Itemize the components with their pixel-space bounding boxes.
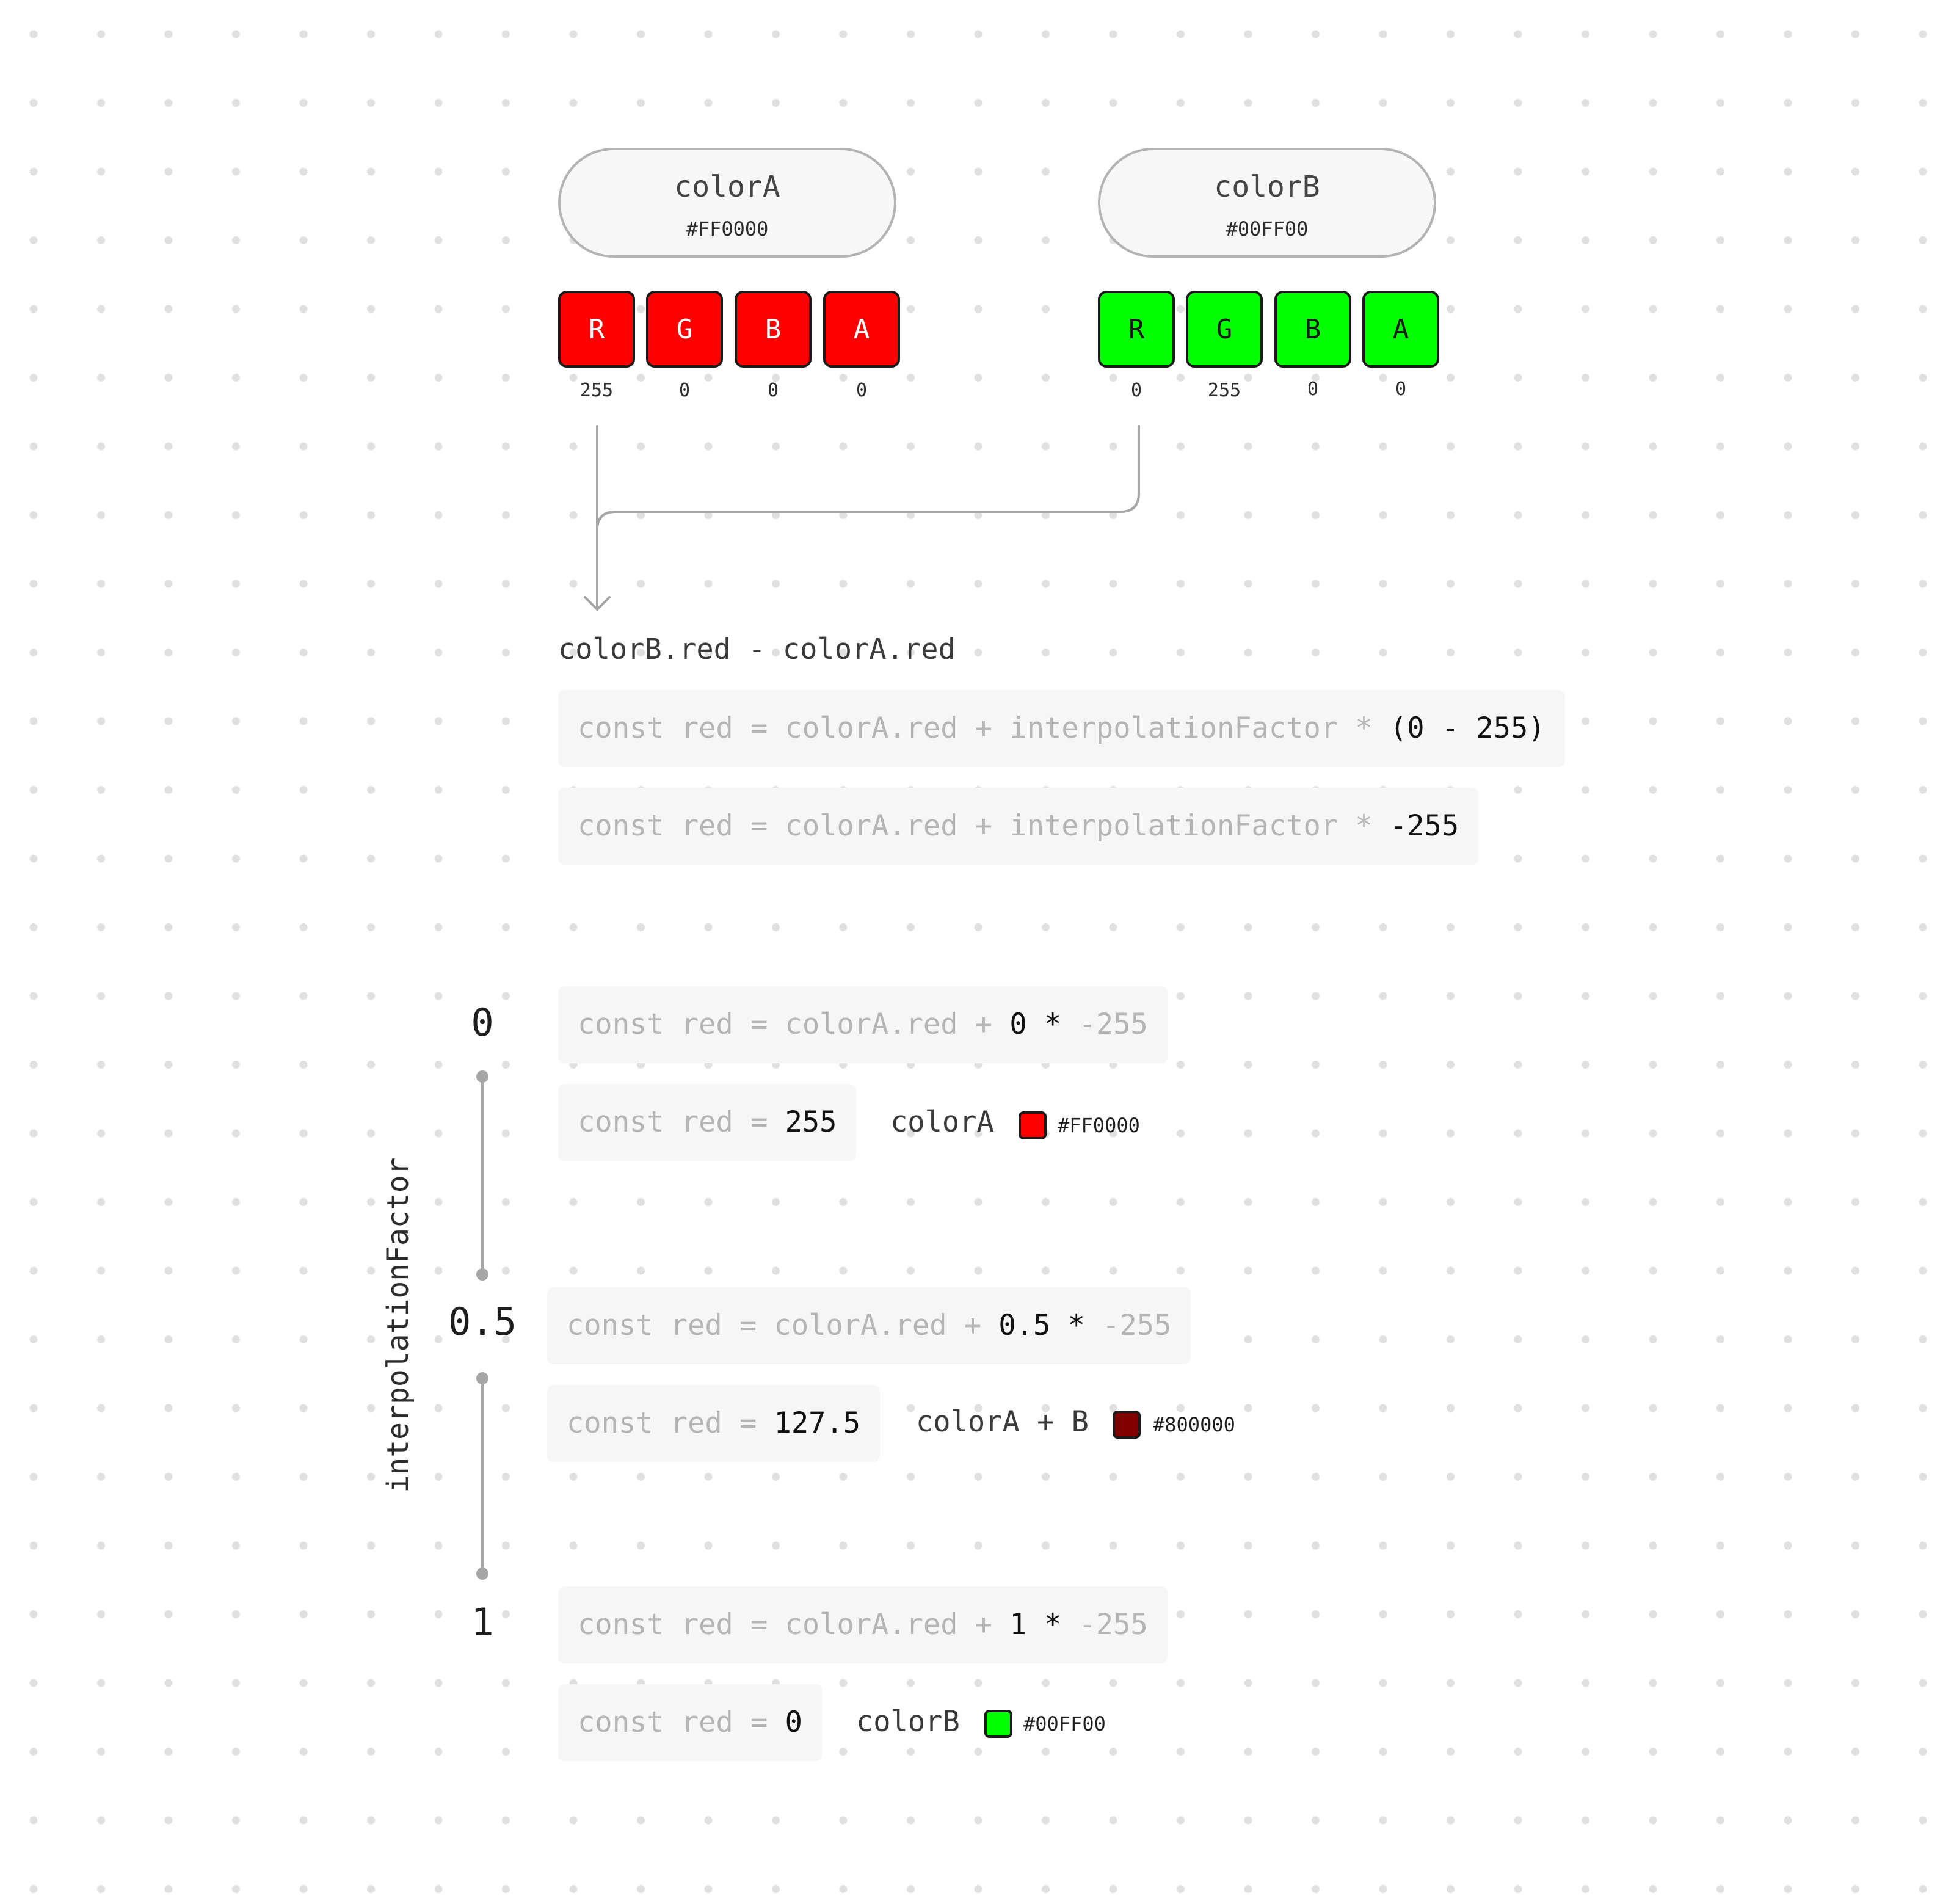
colorB-channel-b: B: [1274, 291, 1351, 368]
step-1-swatch-hex: #00FF00: [1023, 1712, 1106, 1735]
colorB-value-b: 0: [1307, 379, 1319, 400]
colorB-value-r: 0: [1130, 380, 1142, 401]
step-1-formula-factor: 1: [1009, 1608, 1027, 1641]
step-0-mix-label: colorA: [890, 1105, 994, 1139]
timeline-dot: [476, 1268, 488, 1281]
step-1-mix-label: colorB: [856, 1705, 960, 1739]
colorB-hex: #00FF00: [1226, 217, 1309, 241]
colorB-value-g: 255: [1207, 380, 1241, 401]
colorA-channel-a: A: [823, 291, 900, 368]
colorA-value-b: 0: [767, 380, 779, 401]
step-0-5-result: [547, 1385, 880, 1462]
step-0-result-prefix: const red =: [578, 1105, 785, 1139]
formula-line-2: [558, 788, 1478, 865]
factor-label-0: 0: [471, 1000, 494, 1045]
step-0-swatch: [1019, 1111, 1047, 1139]
colorA-channel-b: B: [735, 291, 812, 368]
step-1-formula-op: *: [1026, 1608, 1079, 1641]
timeline-dot: [476, 1372, 488, 1384]
colorB-value-a: 0: [1395, 379, 1407, 400]
step-0-result: [558, 1084, 856, 1161]
colorA-value-g: 0: [678, 380, 691, 401]
step-1-result: [558, 1684, 822, 1761]
step-0-5-swatch: [1113, 1411, 1141, 1439]
connector-colorB-red: [597, 426, 1139, 530]
formula-line-2-muted: const red = colorA.red + interpolationFactor *: [578, 809, 1390, 843]
factor-label-1: 1: [471, 1600, 494, 1644]
factor-label-0-5: 0.5: [448, 1299, 517, 1344]
formula-line-1-muted: const red = colorA.red + interpolationFactor *: [578, 711, 1390, 745]
step-0-swatch-hex: #FF0000: [1058, 1114, 1140, 1137]
formula-line-2-value: -255: [1389, 809, 1459, 843]
step-0-5-swatch-hex: #800000: [1153, 1413, 1235, 1436]
timeline-dot: [476, 1568, 488, 1580]
formula-line-1-value: (0 - 255): [1389, 711, 1545, 745]
colorB-name: colorB: [1214, 170, 1320, 204]
step-0-result-value: 255: [785, 1105, 837, 1139]
timeline-dot: [476, 1070, 488, 1083]
step-0-5-mix-label: colorA + B: [916, 1405, 1089, 1439]
step-0-formula-suffix: -255: [1078, 1008, 1148, 1041]
formula-line-1: [558, 690, 1565, 767]
step-0-formula-op: *: [1026, 1008, 1079, 1041]
step-1-formula: [558, 1586, 1168, 1663]
step-0-5-formula-op: *: [1050, 1309, 1103, 1342]
colorB-channel-r: R: [1098, 291, 1175, 368]
step-0-formula-prefix: const red = colorA.red +: [578, 1008, 1010, 1041]
colorA-value-a: 0: [855, 380, 868, 401]
step-0-5-result-value: 127.5: [774, 1406, 861, 1440]
interpolation-factor-axis-label: interpolationFactor: [381, 1157, 415, 1493]
step-1-formula-suffix: -255: [1078, 1608, 1148, 1641]
colorB-channel-g: G: [1186, 291, 1263, 368]
step-1-result-prefix: const red =: [578, 1706, 785, 1739]
step-0-formula-factor: 0: [1009, 1008, 1027, 1041]
step-0-5-result-prefix: const red =: [567, 1406, 774, 1440]
colorB-node: [1098, 148, 1436, 258]
colorA-hex: #FF0000: [686, 217, 769, 241]
step-1-result-value: 0: [785, 1706, 802, 1739]
step-0-5-formula-prefix: const red = colorA.red +: [567, 1309, 999, 1342]
colorA-node: [558, 148, 896, 258]
step-1-formula-prefix: const red = colorA.red +: [578, 1608, 1010, 1641]
colorB-channel-a: A: [1362, 291, 1439, 368]
colorA-channel-r: R: [558, 291, 635, 368]
step-0-5-formula-suffix: -255: [1102, 1309, 1172, 1342]
colorA-channel-g: G: [646, 291, 723, 368]
colorA-name: colorA: [674, 170, 780, 204]
step-1-swatch: [984, 1710, 1012, 1738]
colorA-value-r: 255: [579, 380, 614, 401]
subtraction-label: colorB.red - colorA.red: [558, 633, 956, 666]
step-0-5-formula: [547, 1287, 1191, 1364]
step-0-formula: [558, 986, 1168, 1063]
step-0-5-formula-factor: 0.5: [998, 1309, 1051, 1342]
